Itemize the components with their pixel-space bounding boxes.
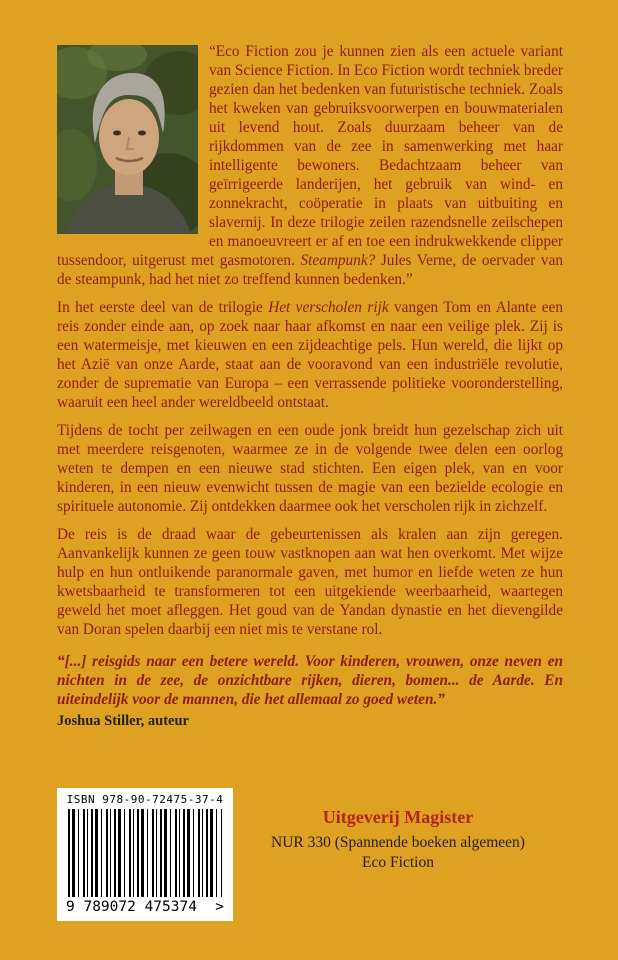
paragraph-1: In het eerste deel van de trilogie Het verscholen rijk vangen Tom en Alante een reis zonder einde aan, op zoek naar haar afkomst en naar een veilige plek. Zij is een watermeisje, met kieuwen en een zijdeachtige pels. Hun wereld, die lijkt op het Azië van onze Aarde, staat aan de vooravond van een industriële revolutie, zonder de suprematie van Europa – een verrassende politieke vooronderstelling, waaruit een heel ander wereldbeeld ontstaat. xyxy=(57,299,563,411)
paragraph-2: Tijdens de tocht per zeilwagen en een oude jonk breidt hun gezelschap zich uit met meerdere reisgenoten, waarmee ze in de volgende twee delen een oorlog weten te dempen en een nieuwe stad stichten. Een eigen plek, van en voor kinderen, in een nieuw evenwicht tussen de magie van een bezielde ecologie en spirituele autonomie. Zij ontdekken daarmee ook het verscholen rijk in zichzelf. xyxy=(57,422,563,515)
review-quote: “[...] reisgids naar een betere wereld. Voor kinderen, vrouwen, onze neven en nichten in de zee, de onzichtbare rijken, dieren, bomen... de Aarde. En uiteindelijk voor de mannen, die het allemaal zo goed weten.” xyxy=(57,653,563,708)
barcode-digits-row xyxy=(64,899,226,915)
cover-quote: “Eco Fiction zou je kunnen zien als een actuele variant van Science Fiction. In Eco Fiction wordt techniek breder gezien dan het bedenken van futuristische techniek. Zoals het kweken van gebruiksvoorwerpen en bouwmaterialen uit levend hout. Zoals duurzaam beheer van de rijkdommen van de zee in samenwerking met haar intelligente bewoners. Bedachtzaam beheer van geïrrigeerde landerijen, het gebruik van wind- en zonnekracht, coöperatie in plaats van uitbuiting en slavernij. In deze trilogie zeilen razendsnelle zeilschepen en manoeuvreert er af en toe een indrukwekkende clipper tussendoor, uitgerust met gasmotoren. Steampunk? Jules Verne, de oervader van de steampunk, had het niet zo treffend kunnen bedenken.” xyxy=(57,43,564,288)
barcode-digits: 9 789072 475374 xyxy=(66,899,197,915)
publisher-block xyxy=(233,788,563,873)
cover-text-block xyxy=(57,42,563,730)
review-attribution: Joshua Stiller, auteur xyxy=(57,713,189,729)
cover-bottom-row xyxy=(57,788,563,921)
barcode xyxy=(57,788,233,921)
author-photo xyxy=(57,45,198,234)
publisher-nur-code: NUR 330 (Spannende boeken algemeen) xyxy=(271,834,525,851)
barcode-bars xyxy=(68,809,222,897)
isbn-text: ISBN 978-90-72475-37-4 xyxy=(66,793,224,806)
paragraph-3: De reis is de draad waar de gebeurtenissen als kralen aan zijn geregen. Aanvankelijk kunnen ze geen touw vastknopen aan wat hen overkomt. Met wijze hulp en hun ontluikende paranormale gaven, met humor en liefde weten ze hun kwetsbaarheid te transformeren tot een uitgekiende weerbaarheid, waartegen geweld het moet afleggen. Het goud van de Yandan dynastie en het dievengilde van Doran spelen daarbij een niet mis te verstane rol. xyxy=(57,526,563,638)
publisher-category: Eco Fiction xyxy=(362,854,434,871)
author-photo-image xyxy=(57,45,198,234)
barcode-arrow: > xyxy=(215,899,224,915)
publisher-name: Uitgeverij Magister xyxy=(322,807,474,827)
